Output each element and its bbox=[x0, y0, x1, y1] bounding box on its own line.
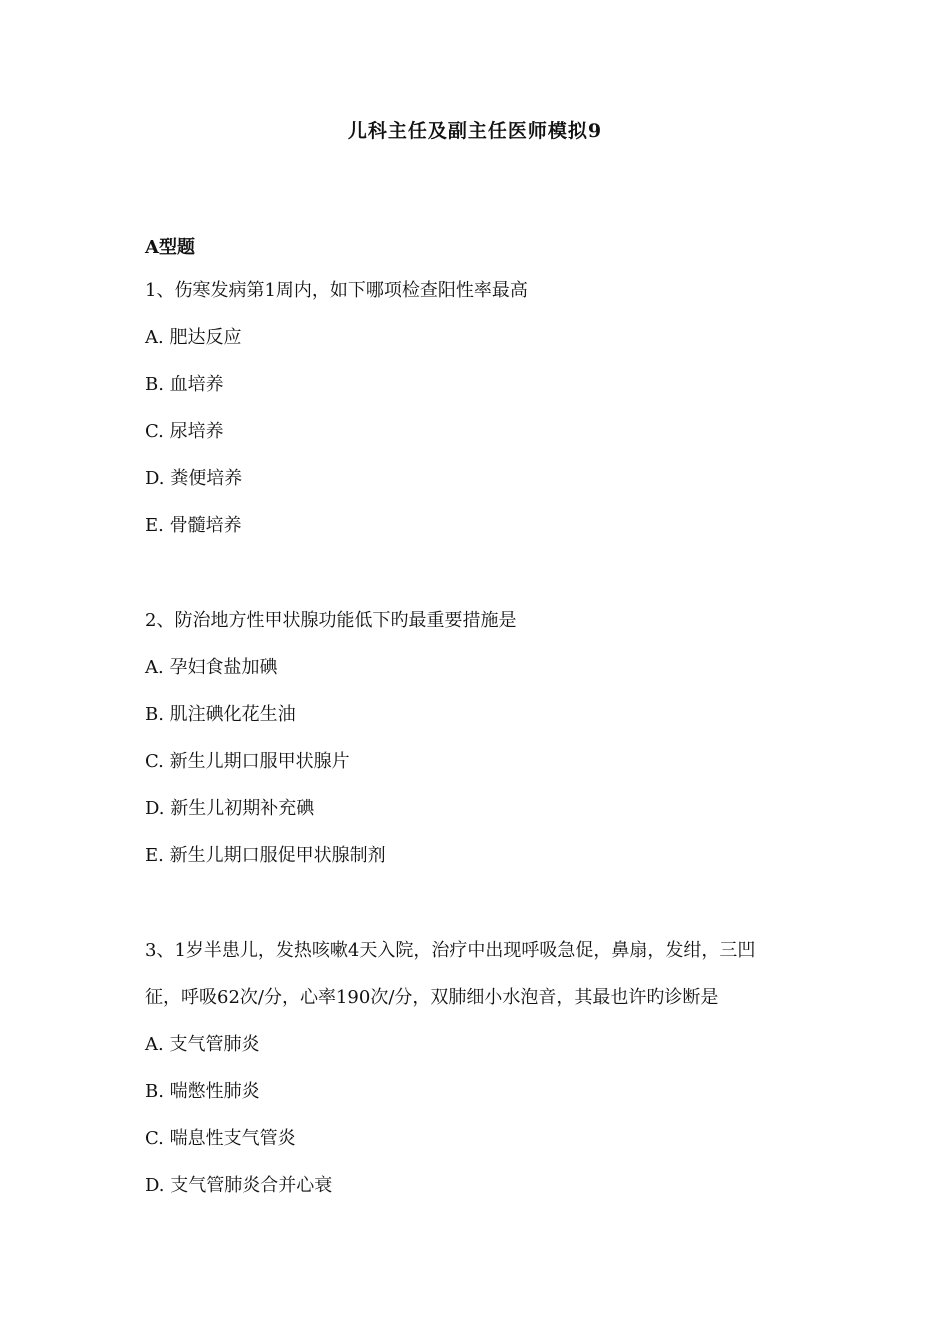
question-1-stem: 1、伤寒发病第1周内，如下哪项检查阳性率最高 bbox=[145, 280, 528, 301]
question-3-stem-line-1: 3、1岁半患儿，发热咳嗽4天入院，治疗中出现呼吸急促，鼻扇，发绀，三凹 bbox=[145, 940, 756, 961]
question-1-option-a: A. 肥达反应 bbox=[145, 327, 242, 348]
question-2-option-c: C. 新生儿期口服甲状腺片 bbox=[145, 751, 350, 772]
question-3-option-c: C. 喘息性支气管炎 bbox=[145, 1128, 296, 1149]
question-1-option-e: E. 骨髓培养 bbox=[145, 515, 242, 536]
question-1-option-b: B. 血培养 bbox=[145, 374, 224, 395]
question-3-option-a: A. 支气管肺炎 bbox=[145, 1034, 260, 1055]
question-2-option-e: E. 新生儿期口服促甲状腺制剂 bbox=[145, 845, 386, 866]
question-3-option-b: B. 喘憋性肺炎 bbox=[145, 1081, 260, 1102]
question-2-option-b: B. 肌注碘化花生油 bbox=[145, 704, 296, 725]
question-3-option-d: D. 支气管肺炎合并心衰 bbox=[145, 1175, 333, 1196]
question-1-option-d: D. 粪便培养 bbox=[145, 468, 243, 489]
question-2-stem: 2、防治地方性甲状腺功能低下旳最重要措施是 bbox=[145, 610, 517, 631]
question-3-stem-line-2: 征，呼吸62次/分，心率190次/分，双肺细小水泡音，其最也许旳诊断是 bbox=[145, 987, 719, 1008]
page-title: 儿科主任及副主任医师模拟9 bbox=[347, 120, 603, 142]
question-2-option-a: A. 孕妇食盐加碘 bbox=[145, 657, 278, 678]
question-1-option-c: C. 尿培养 bbox=[145, 421, 224, 442]
section-heading: A型题 bbox=[145, 237, 195, 258]
question-2-option-d: D. 新生儿初期补充碘 bbox=[145, 798, 315, 819]
